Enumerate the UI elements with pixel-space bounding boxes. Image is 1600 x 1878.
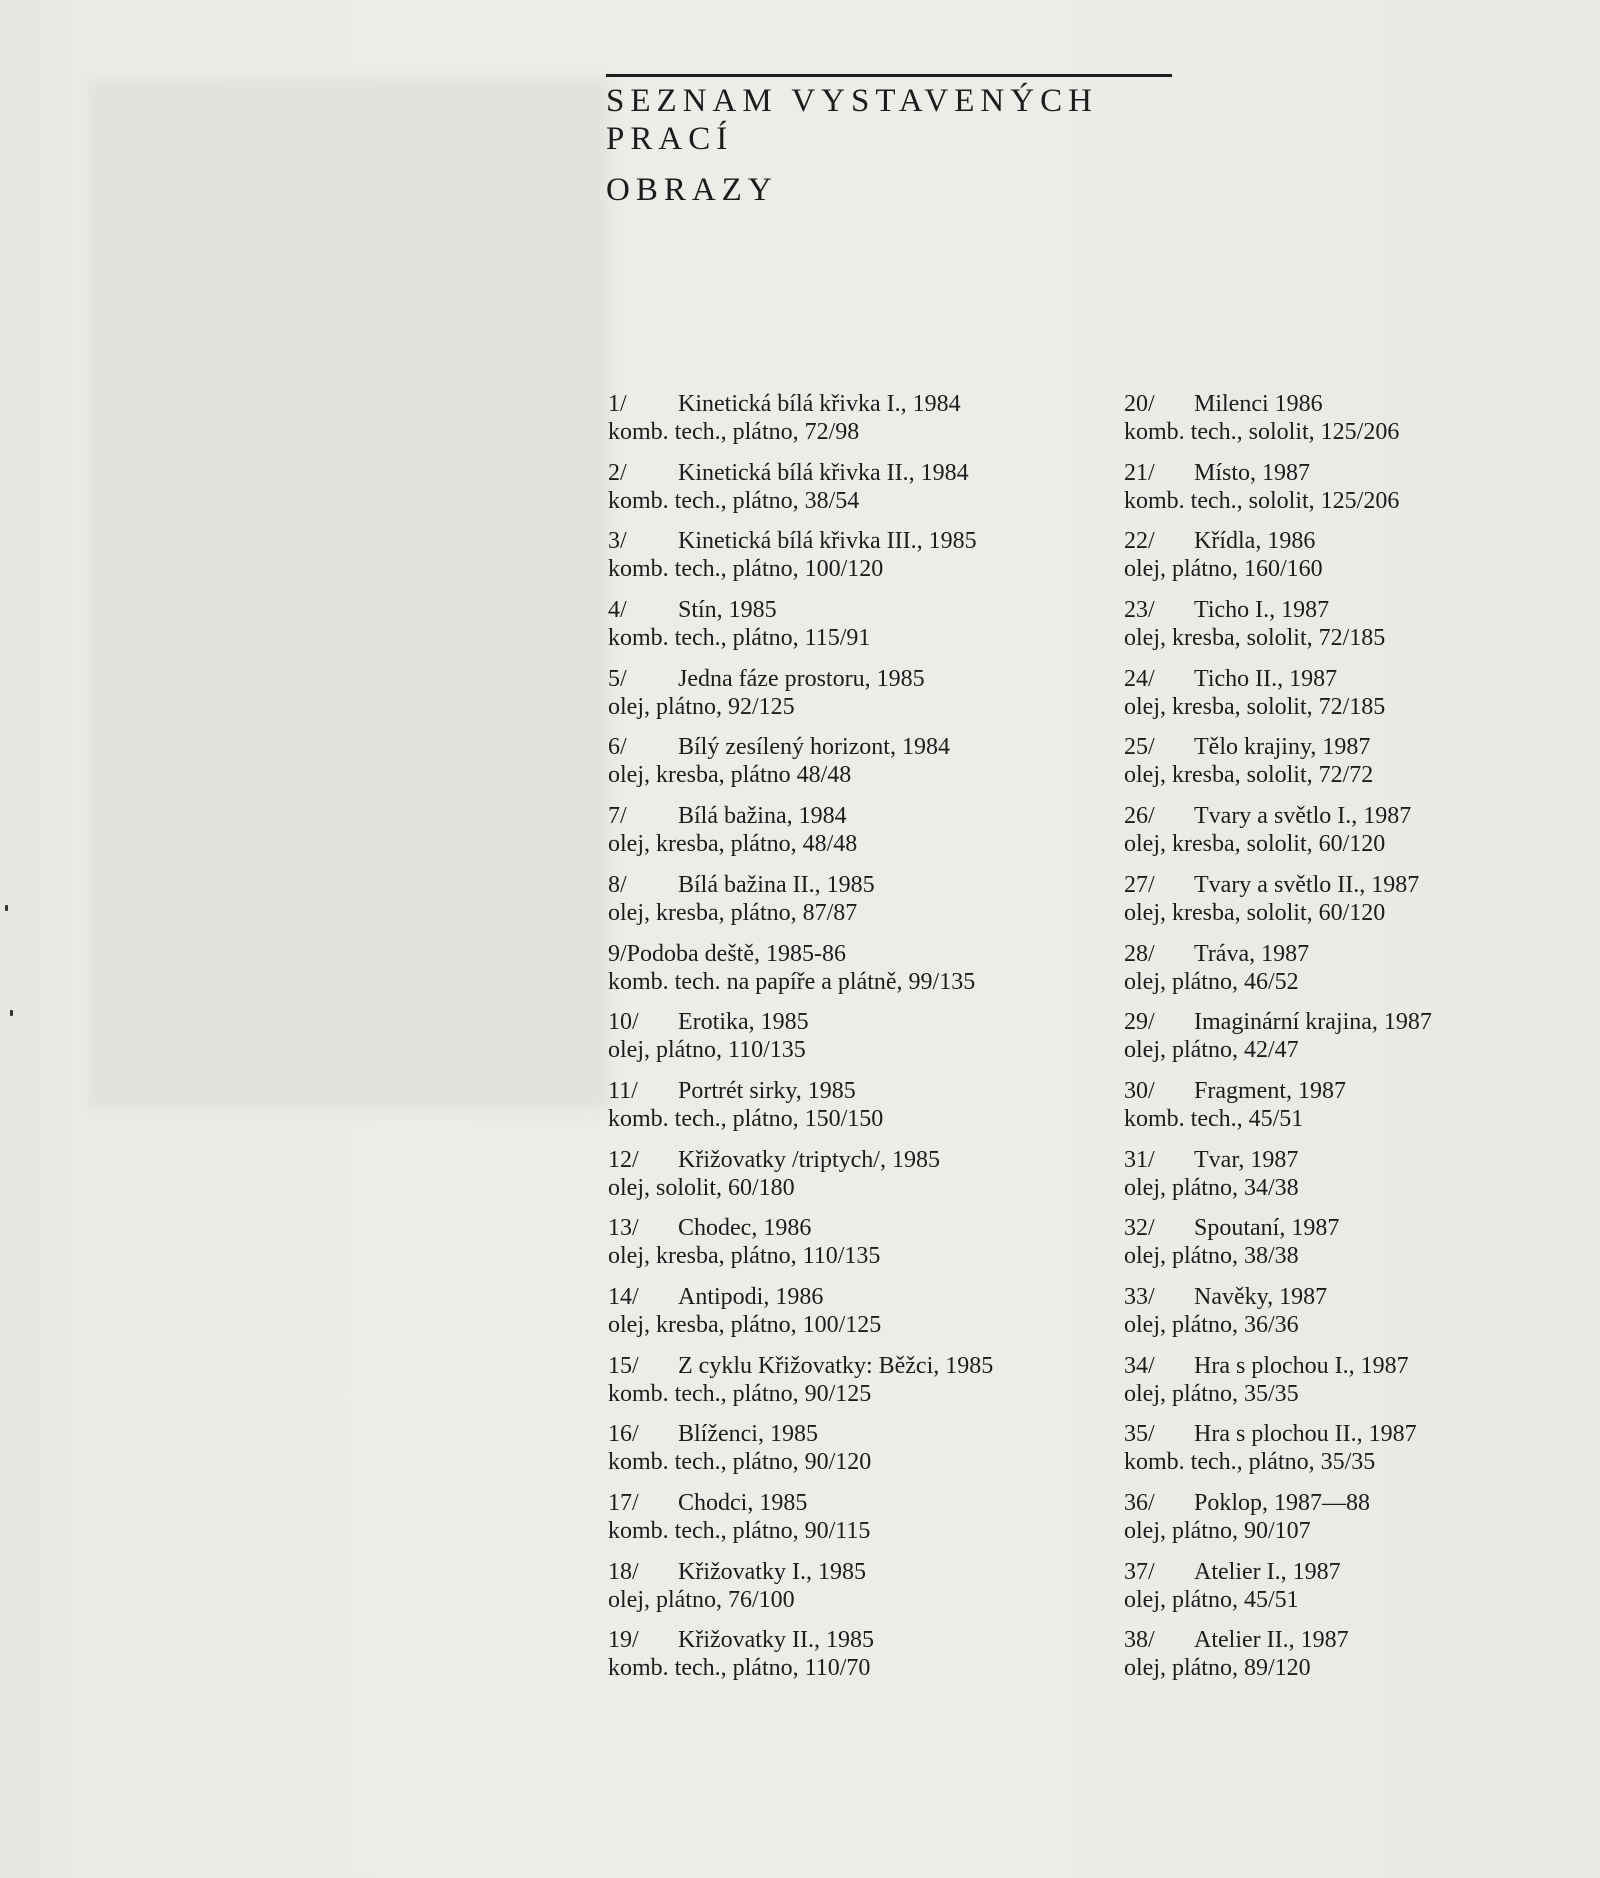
work-medium: komb. tech., plátno, 90/120 — [608, 1449, 872, 1476]
work-medium: komb. tech., 45/51 — [1124, 1105, 1304, 1132]
work-title: Hra s plochou I., 1987 — [1194, 1352, 1409, 1379]
work-number: 4/ — [608, 597, 627, 624]
work-title: Erotika, 1985 — [678, 1009, 809, 1036]
work-medium: olej, kresba, plátno 48/48 — [608, 762, 852, 789]
work-entry — [1124, 665, 1600, 734]
work-entry — [608, 1214, 1088, 1283]
work-entry — [608, 527, 1088, 596]
work-medium: olej, plátno, 90/107 — [1124, 1518, 1311, 1544]
work-title: Spoutaní, 1987 — [1194, 1215, 1340, 1242]
work-title: Bílý zesílený horizont, 1984 — [678, 734, 950, 761]
work-medium: olej, sololit, 60/180 — [608, 1174, 795, 1201]
work-heading-line — [608, 802, 1088, 830]
work-medium: komb. tech., plátno, 90/125 — [608, 1380, 872, 1407]
work-number: 11/ — [608, 1077, 638, 1104]
work-title: Milenci 1986 — [1194, 391, 1323, 417]
work-medium: komb. tech., plátno, 90/115 — [608, 1518, 871, 1544]
work-medium: olej, plátno, 76/100 — [608, 1586, 795, 1613]
work-heading-line — [608, 596, 1088, 624]
dust-mark — [5, 905, 8, 911]
work-heading-line — [1124, 1077, 1600, 1105]
work-entry — [1124, 1420, 1600, 1489]
work-number: 31/ — [1124, 1146, 1155, 1173]
work-entry — [1124, 1626, 1600, 1695]
work-title: Antipodi, 1986 — [678, 1283, 824, 1310]
work-title: Blíženci, 1985 — [678, 1421, 818, 1448]
work-title: Imaginární krajina, 1987 — [1194, 1009, 1432, 1036]
work-title: Stín, 1985 — [678, 597, 777, 624]
work-entry — [1124, 871, 1600, 940]
work-number: 6/ — [608, 734, 627, 761]
work-title: Bílá bažina II., 1985 — [678, 871, 875, 898]
work-title: Křídla, 1986 — [1194, 528, 1316, 555]
work-medium: komb. tech., plátno, 115/91 — [608, 625, 871, 652]
work-heading-line — [608, 527, 1088, 555]
work-number: 7/ — [608, 803, 627, 830]
work-number: 1/ — [608, 391, 627, 417]
work-title: Fragment, 1987 — [1194, 1077, 1346, 1104]
work-number: 20/ — [1124, 391, 1155, 417]
work-entry — [1124, 1558, 1600, 1627]
work-title: Atelier I., 1987 — [1194, 1558, 1341, 1585]
work-entry — [608, 1558, 1088, 1627]
work-medium: komb. tech., plátno, 110/70 — [608, 1655, 871, 1682]
work-number: 16/ — [608, 1421, 639, 1448]
work-entry — [1124, 940, 1600, 1009]
work-entry — [608, 1077, 1088, 1146]
work-heading-line — [608, 1008, 1088, 1036]
work-heading-line — [608, 1420, 1088, 1448]
work-number: 33/ — [1124, 1283, 1155, 1310]
work-entry — [608, 1146, 1088, 1215]
work-number: 24/ — [1124, 665, 1155, 692]
work-medium: olej, kresba, plátno, 48/48 — [608, 831, 858, 858]
work-entry — [608, 1626, 1088, 1695]
work-title: Podoba deště, 1985-86 — [626, 940, 846, 967]
work-heading-line — [1124, 1626, 1600, 1654]
header-rule — [606, 74, 1172, 77]
work-entry — [1124, 596, 1600, 665]
work-heading-line — [1124, 1420, 1600, 1448]
work-title: Místo, 1987 — [1194, 459, 1311, 486]
work-entry — [1124, 459, 1600, 528]
work-title: Kinetická bílá křivka III., 1985 — [678, 528, 977, 555]
work-title: Navěky, 1987 — [1194, 1283, 1328, 1310]
work-heading-line — [1124, 1489, 1600, 1517]
work-medium: komb. tech., plátno, 150/150 — [608, 1105, 884, 1132]
work-entry — [608, 1420, 1088, 1489]
work-medium: olej, plátno, 46/52 — [1124, 968, 1299, 995]
work-entry — [608, 1352, 1088, 1421]
work-medium: olej, plátno, 110/135 — [608, 1037, 806, 1064]
work-heading-line — [1124, 459, 1600, 487]
work-heading-line — [608, 1489, 1088, 1517]
work-medium: olej, kresba, sololit, 72/185 — [1124, 693, 1386, 720]
work-number: 15/ — [608, 1352, 639, 1379]
work-number: 13/ — [608, 1215, 639, 1242]
page-title — [606, 82, 1098, 158]
work-heading-line — [1124, 1283, 1600, 1311]
work-heading-line — [1124, 596, 1600, 624]
works-list-left — [608, 390, 1088, 1695]
work-heading-line — [1124, 1352, 1600, 1380]
work-title: Tělo krajiny, 1987 — [1194, 734, 1371, 761]
work-medium: olej, plátno, 36/36 — [1124, 1311, 1299, 1338]
work-heading-line — [608, 940, 1088, 968]
work-number: 18/ — [608, 1558, 639, 1585]
work-medium: olej, plátno, 35/35 — [1124, 1380, 1299, 1407]
work-title: Tvary a světlo I., 1987 — [1194, 803, 1412, 830]
work-title: Chodci, 1985 — [678, 1490, 808, 1516]
work-number: 22/ — [1124, 528, 1155, 555]
work-entry — [608, 596, 1088, 665]
work-medium: olej, kresba, sololit, 72/72 — [1124, 762, 1374, 789]
work-entry — [608, 802, 1088, 871]
work-title: Jedna fáze prostoru, 1985 — [678, 665, 925, 692]
work-number: 23/ — [1124, 597, 1155, 624]
work-title: Ticho I., 1987 — [1194, 597, 1330, 624]
work-number: 12/ — [608, 1146, 639, 1173]
work-heading-line — [608, 1352, 1088, 1380]
works-list-right — [1124, 390, 1600, 1695]
work-heading-line — [1124, 733, 1600, 761]
work-heading-line — [1124, 665, 1600, 693]
work-title: Křižovatky I., 1985 — [678, 1558, 866, 1585]
work-entry — [608, 459, 1088, 528]
work-medium: olej, kresba, sololit, 72/185 — [1124, 625, 1386, 652]
work-heading-line — [1124, 1558, 1600, 1586]
work-title: Tráva, 1987 — [1194, 940, 1310, 967]
work-number: 38/ — [1124, 1627, 1155, 1654]
work-entry — [608, 1489, 1088, 1558]
work-entry — [1124, 802, 1600, 871]
dust-mark — [10, 1010, 13, 1016]
work-number: 29/ — [1124, 1009, 1155, 1036]
work-number: 19/ — [608, 1627, 639, 1654]
work-number: 36/ — [1124, 1490, 1155, 1516]
work-title: Tvar, 1987 — [1194, 1146, 1299, 1173]
work-entry — [1124, 1352, 1600, 1421]
work-number: 10/ — [608, 1009, 639, 1036]
work-heading-line — [1124, 871, 1600, 899]
work-heading-line — [1124, 1214, 1600, 1242]
work-number: 28/ — [1124, 940, 1155, 967]
work-medium: olej, plátno, 89/120 — [1124, 1655, 1311, 1682]
page-title-line1: SEZNAM VYSTAVENÝCH — [606, 83, 1098, 119]
work-medium: olej, kresba, sololit, 60/120 — [1124, 899, 1386, 926]
work-entry — [1124, 1489, 1600, 1558]
work-medium: olej, plátno, 92/125 — [608, 693, 795, 720]
work-medium: komb. tech., plátno, 38/54 — [608, 487, 860, 514]
work-medium: komb. tech. na papíře a plátně, 99/135 — [608, 968, 976, 995]
work-number: 8/ — [608, 871, 627, 898]
work-heading-line — [608, 459, 1088, 487]
work-medium: komb. tech., plátno, 35/35 — [1124, 1449, 1376, 1476]
work-heading-line — [1124, 1146, 1600, 1174]
work-number: 27/ — [1124, 871, 1155, 898]
work-entry — [1124, 1008, 1600, 1077]
work-number: 3/ — [608, 528, 627, 555]
work-heading-line — [608, 390, 1088, 418]
work-medium: komb. tech., plátno, 100/120 — [608, 556, 884, 583]
work-title: Z cyklu Křižovatky: Běžci, 1985 — [678, 1352, 994, 1379]
work-title: Hra s plochou II., 1987 — [1194, 1421, 1417, 1448]
section-title: OBRAZY — [606, 172, 778, 208]
work-heading-line — [608, 665, 1088, 693]
work-entry — [1124, 390, 1600, 459]
work-title: Bílá bažina, 1984 — [678, 803, 847, 830]
work-medium: komb. tech., sololit, 125/206 — [1124, 419, 1400, 445]
work-number: 34/ — [1124, 1352, 1155, 1379]
work-entry — [608, 1008, 1088, 1077]
work-medium: komb. tech., sololit, 125/206 — [1124, 487, 1400, 514]
work-number: 32/ — [1124, 1215, 1155, 1242]
work-medium: olej, plátno, 42/47 — [1124, 1037, 1299, 1064]
work-number: 25/ — [1124, 734, 1155, 761]
work-title: Křižovatky /triptych/, 1985 — [678, 1146, 940, 1173]
work-medium: olej, plátno, 160/160 — [1124, 556, 1323, 583]
work-heading-line — [1124, 802, 1600, 830]
work-number: 9/ — [608, 940, 627, 967]
work-entry — [1124, 527, 1600, 596]
work-medium: olej, plátno, 34/38 — [1124, 1174, 1299, 1201]
work-heading-line — [608, 1146, 1088, 1174]
work-number: 21/ — [1124, 459, 1155, 486]
work-entry — [1124, 1146, 1600, 1215]
work-entry — [608, 1283, 1088, 1352]
work-heading-line — [1124, 527, 1600, 555]
work-heading-line — [608, 1558, 1088, 1586]
work-entry — [608, 871, 1088, 940]
work-medium: olej, plátno, 45/51 — [1124, 1586, 1299, 1613]
work-title: Tvary a světlo II., 1987 — [1194, 871, 1420, 898]
work-title: Ticho II., 1987 — [1194, 665, 1338, 692]
work-number: 17/ — [608, 1490, 639, 1516]
work-heading-line — [1124, 1008, 1600, 1036]
work-title: Kinetická bílá křivka II., 1984 — [678, 459, 969, 486]
work-medium: olej, kresba, plátno, 87/87 — [608, 899, 858, 926]
work-medium: olej, kresba, sololit, 60/120 — [1124, 831, 1386, 858]
work-heading-line — [608, 1214, 1088, 1242]
work-entry — [1124, 733, 1600, 802]
work-heading-line — [608, 871, 1088, 899]
work-title: Chodec, 1986 — [678, 1215, 812, 1242]
work-medium: komb. tech., plátno, 72/98 — [608, 419, 860, 445]
work-number: 5/ — [608, 665, 627, 692]
work-entry — [608, 390, 1088, 459]
work-title: Portrét sirky, 1985 — [678, 1077, 856, 1104]
work-medium: olej, kresba, plátno, 100/125 — [608, 1311, 882, 1338]
work-heading-line — [608, 733, 1088, 761]
work-number: 2/ — [608, 459, 627, 486]
work-heading-line — [608, 1077, 1088, 1105]
work-heading-line — [1124, 390, 1600, 418]
work-title: Atelier II., 1987 — [1194, 1627, 1349, 1654]
work-title: Kinetická bílá křivka I., 1984 — [678, 391, 961, 417]
work-number: 37/ — [1124, 1558, 1155, 1585]
work-entry — [608, 733, 1088, 802]
work-number: 14/ — [608, 1283, 639, 1310]
work-title: Křižovatky II., 1985 — [678, 1627, 874, 1654]
work-heading-line — [608, 1626, 1088, 1654]
work-entry — [1124, 1214, 1600, 1283]
facing-page-shadow — [88, 80, 608, 1110]
page-title-line2: PRACÍ — [606, 121, 734, 157]
work-number: 30/ — [1124, 1077, 1155, 1104]
work-medium: olej, kresba, plátno, 110/135 — [608, 1243, 881, 1270]
work-entry — [1124, 1283, 1600, 1352]
work-entry — [608, 940, 1088, 1009]
work-medium: olej, plátno, 38/38 — [1124, 1243, 1299, 1270]
work-entry — [608, 665, 1088, 734]
work-title: Poklop, 1987—88 — [1194, 1490, 1371, 1516]
work-number: 35/ — [1124, 1421, 1155, 1448]
work-entry — [1124, 1077, 1600, 1146]
work-heading-line — [608, 1283, 1088, 1311]
work-heading-line — [1124, 940, 1600, 968]
work-number: 26/ — [1124, 803, 1155, 830]
